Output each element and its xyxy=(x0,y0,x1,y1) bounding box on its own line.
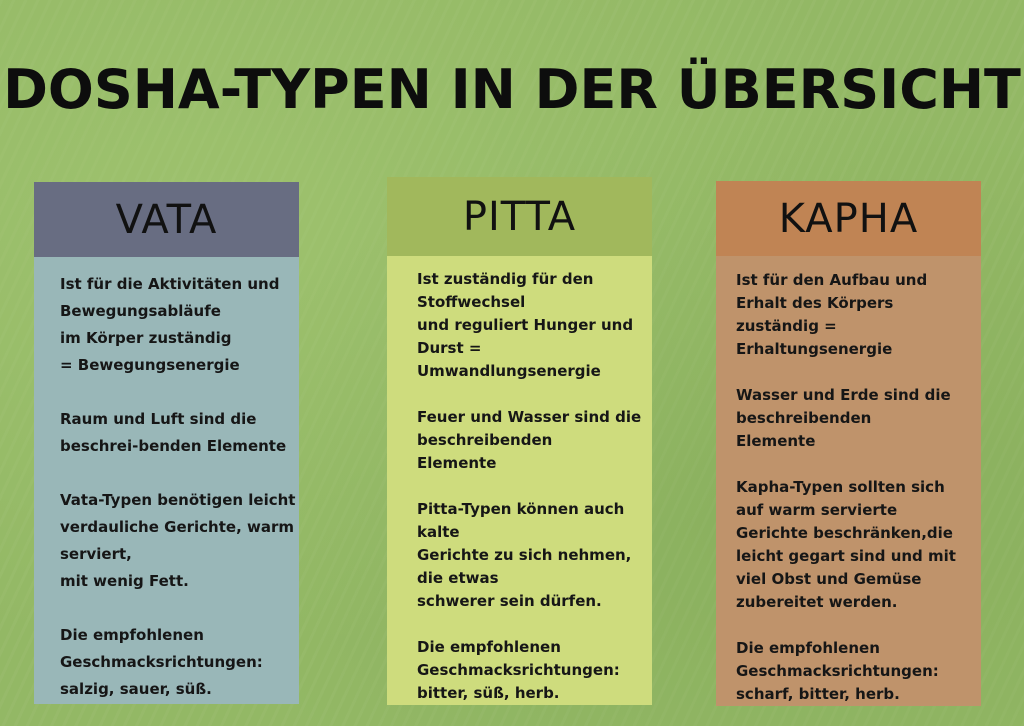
vata-card xyxy=(34,182,299,704)
pitta-paragraph-diet: Pitta-Typen können auch kalte Gerichte zu sich nehmen, die etwas schwerer sein dürfen. xyxy=(417,500,632,610)
kapha-heading: KAPHA xyxy=(716,181,981,256)
pitta-paragraph-elements: Feuer und Wasser sind die beschreibenden Elemente xyxy=(417,408,642,472)
page-title: DOSHA-TYPEN IN DER ÜBERSICHT xyxy=(3,58,1021,121)
pitta-card xyxy=(387,177,652,705)
kapha-paragraph-taste: Die empfohlenen Geschmacksrichtungen: scharf, bitter, herb. xyxy=(736,639,939,703)
vata-body xyxy=(34,257,299,704)
vata-paragraph-taste: Die empfohlenen Geschmacksrichtungen: salzig, sauer, süß. xyxy=(60,626,263,698)
kapha-body xyxy=(716,256,981,706)
kapha-paragraph-diet: Kapha-Typen sollten sich auf warm servierte Gerichte beschränken,die leicht gegart sind und mit viel Obst und Gemüse zubereitet werden. xyxy=(736,478,956,611)
vata-paragraph-elements: Raum und Luft sind die beschrei-benden Elemente xyxy=(60,410,287,455)
kapha-card xyxy=(716,181,981,706)
vata-heading: VATA xyxy=(34,182,299,257)
kapha-paragraph-elements: Wasser und Erde sind die beschreibenden Elemente xyxy=(736,386,951,450)
pitta-paragraph-function: Ist zuständig für den Stoffwechsel und reguliert Hunger und Durst = Umwandlungsenergie xyxy=(417,270,634,380)
pitta-body xyxy=(387,256,652,705)
pitta-heading: PITTA xyxy=(387,177,652,256)
pitta-paragraph-taste: Die empfohlenen Geschmacksrichtungen: bitter, süß, herb. xyxy=(417,638,620,702)
vata-paragraph-diet: Vata-Typen benötigen leicht verdauliche Gerichte, warm serviert, mit wenig Fett. xyxy=(60,491,296,590)
kapha-paragraph-function: Ist für den Aufbau und Erhalt des Körpers zuständig = Erhaltungsenergie xyxy=(736,271,928,358)
vata-paragraph-function: Ist für die Aktivitäten und Bewegungsabläufe im Körper zuständig = Bewegungsenergie xyxy=(60,275,280,374)
